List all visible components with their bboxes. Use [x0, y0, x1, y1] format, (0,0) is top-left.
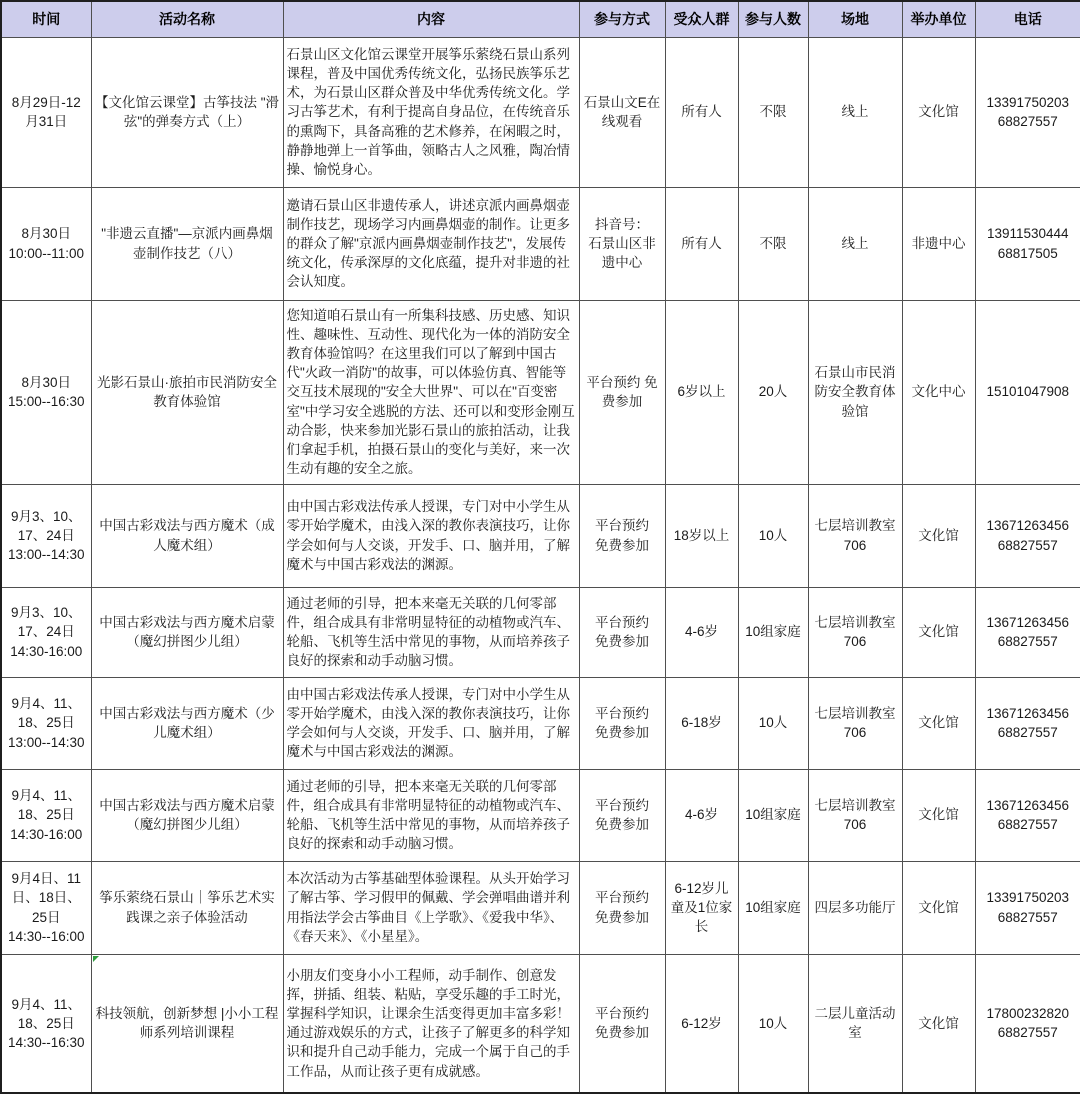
- column-header-content: 内容: [283, 1, 579, 37]
- cell-organizer: 文化馆: [902, 954, 975, 1093]
- cell-participants: 10组家庭: [738, 769, 808, 861]
- table-row: [1, 187, 1080, 300]
- column-header-venue: 场地: [808, 1, 902, 37]
- cell-organizer: 文化馆: [902, 861, 975, 954]
- cell-audience: 6岁以上: [665, 300, 738, 484]
- column-header-organizer: 举办单位: [902, 1, 975, 37]
- cell-participants: 10人: [738, 954, 808, 1093]
- cell-audience: 4-6岁: [665, 769, 738, 861]
- table-row: [1, 484, 1080, 587]
- cell-name: "非遗云直播"—京派内画鼻烟壶制作技艺（八）: [91, 187, 283, 300]
- cell-venue: 四层多功能厅: [808, 861, 902, 954]
- table-row: [1, 587, 1080, 677]
- table-row: [1, 300, 1080, 484]
- column-header-phone: 电话: [975, 1, 1080, 37]
- cell-name: 筝乐萦绕石景山｜筝乐艺术实践课之亲子体验活动: [91, 861, 283, 954]
- cell-participants: 20人: [738, 300, 808, 484]
- cell-content: 通过老师的引导，把本来毫无关联的几何零部件，组合成具有非常明显特征的动植物或汽车、轮船、飞机等生活中常见的事物，从而培养孩子良好的探索和动手动脑习惯。: [283, 769, 579, 861]
- cell-participants: 10人: [738, 677, 808, 769]
- cell-name: 中国古彩戏法与西方魔术启蒙（魔幻拼图少儿组）: [91, 587, 283, 677]
- cell-venue: 石景山市民消防安全教育体验馆: [808, 300, 902, 484]
- cell-content: 您知道咱石景山有一所集科技感、历史感、知识性、趣味性、互动性、现代化为一体的消防安全教育体验馆吗？在这里我们可以了解到中国古代"火政一消防"的故事，可以体验仿真、智能等交互技术展现的"安全大世界"、可以在"百变密室"中学习安全逃脱的方法、还可以和变形金刚互动合影，快来参加光影石景山的旅拍活动，让我们拿起手机，拍摄石景山的变化与美好，来一次生动有趣的安全之旅。: [283, 300, 579, 484]
- cell-phone: 13911530444 68817505: [975, 187, 1080, 300]
- cell-content: 通过老师的引导，把本来毫无关联的几何零部件，组合成具有非常明显特征的动植物或汽车、轮船、飞机等生活中常见的事物，从而培养孩子良好的探索和动手动脑习惯。: [283, 587, 579, 677]
- cell-audience: 4-6岁: [665, 587, 738, 677]
- cell-organizer: 文化馆: [902, 677, 975, 769]
- cell-content: 小朋友们变身小小工程师，动手制作、创意发挥，拼插、组装、粘贴，享受乐趣的手工时光，掌握科学知识，让课余生活变得更加丰富多彩！通过游戏娱乐的方式，让孩子了解更多的科学知识和提升自己动手能力，完成一个属于自己的手工作品，从而让孩子更有成就感。: [283, 954, 579, 1093]
- cell-time: 9月3、10、17、24日 13:00--14:30: [1, 484, 91, 587]
- cell-organizer: 非遗中心: [902, 187, 975, 300]
- cell-phone: 17800232820 68827557: [975, 954, 1080, 1093]
- cell-phone: 13671263456 68827557: [975, 484, 1080, 587]
- cell-venue: 二层儿童活动室: [808, 954, 902, 1093]
- column-header-audience: 受众人群: [665, 1, 738, 37]
- cell-name: 中国古彩戏法与西方魔术启蒙（魔幻拼图少儿组）: [91, 769, 283, 861]
- cell-method: 石景山文E在线观看: [579, 37, 665, 187]
- table-row: [1, 37, 1080, 187]
- cell-audience: 6-18岁: [665, 677, 738, 769]
- cell-time: 8月30日 10:00--11:00: [1, 187, 91, 300]
- cell-venue: 七层培训教室706: [808, 677, 902, 769]
- cell-venue: 线上: [808, 37, 902, 187]
- column-header-name: 活动名称: [91, 1, 283, 37]
- cell-participants: 不限: [738, 187, 808, 300]
- cell-content: 邀请石景山区非遗传承人，讲述京派内画鼻烟壶制作技艺，现场学习内画鼻烟壶的制作。让更多的群众了解"京派内画鼻烟壶制作技艺"，发展传统文化，传承深厚的文化底蕴，提升对非遗的社会认知度。: [283, 187, 579, 300]
- cell-time: 8月29日-12月31日: [1, 37, 91, 187]
- cell-organizer: 文化馆: [902, 769, 975, 861]
- cell-method: 平台预约 免费参加: [579, 677, 665, 769]
- cell-name: 中国古彩戏法与西方魔术（少儿魔术组）: [91, 677, 283, 769]
- cell-method: 平台预约 免费参加: [579, 954, 665, 1093]
- cell-content: 石景山区文化馆云课堂开展筝乐萦绕石景山系列课程，普及中国优秀传统文化，弘扬民族筝乐艺术，为石景山区群众普及中华优秀传统文化。学习古筝艺术，有利于提高自身品位，在传统音乐的熏陶下，具备高雅的艺术修养，在闲暇之时，静静地弹上一首筝曲，领略古人之风雅，陶冶情操、愉悦身心。: [283, 37, 579, 187]
- cell-venue: 线上: [808, 187, 902, 300]
- cell-time: 9月4、11、18、25日 14:30-16:00: [1, 769, 91, 861]
- comment-marker-icon: [93, 956, 99, 962]
- table-row: [1, 861, 1080, 954]
- cell-participants: 不限: [738, 37, 808, 187]
- table-row: [1, 677, 1080, 769]
- cell-method: 平台预约 免费参加: [579, 587, 665, 677]
- cell-audience: 所有人: [665, 187, 738, 300]
- cell-name: 【文化馆云课堂】古筝技法 "滑弦"的弹奏方式（上）: [91, 37, 283, 187]
- cell-name: 中国古彩戏法与西方魔术（成人魔术组）: [91, 484, 283, 587]
- cell-phone: 13671263456 68827557: [975, 677, 1080, 769]
- cell-phone: 15101047908: [975, 300, 1080, 484]
- cell-content: 本次活动为古筝基础型体验课程。从头开始学习了解古筝、学习假甲的佩戴、学会弹唱曲谱并利用指法学会古筝曲目《上学歌》、《爱我中华》、《春天来》、《小星星》。: [283, 861, 579, 954]
- cell-phone: 13671263456 68827557: [975, 587, 1080, 677]
- cell-venue: 七层培训教室706: [808, 769, 902, 861]
- cell-content: 由中国古彩戏法传承人授课，专门对中小学生从零开始学魔术，由浅入深的教你表演技巧，让你学会如何与人交谈，开发手、口、脑并用，了解魔术与中国古彩戏法的渊源。: [283, 677, 579, 769]
- cell-method: 平台预约 免费参加: [579, 769, 665, 861]
- cell-time: 9月4、11、18、25日 13:00--14:30: [1, 677, 91, 769]
- cell-venue: 七层培训教室706: [808, 484, 902, 587]
- cell-venue: 七层培训教室706: [808, 587, 902, 677]
- cell-name: 光影石景山·旅拍市民消防安全教育体验馆: [91, 300, 283, 484]
- cell-time: 9月4、11、18、25日 14:30--16:30: [1, 954, 91, 1093]
- cell-name-text: 科技领航，创新梦想 |小小工程师系列培训课程: [95, 1006, 279, 1041]
- cell-audience: 18岁以上: [665, 484, 738, 587]
- cell-organizer: 文化馆: [902, 587, 975, 677]
- cell-participants: 10组家庭: [738, 861, 808, 954]
- column-header-participants: 参与人数: [738, 1, 808, 37]
- column-header-method: 参与方式: [579, 1, 665, 37]
- cell-phone: 13391750203 68827557: [975, 37, 1080, 187]
- cell-method: 平台预约 免费参加: [579, 484, 665, 587]
- cell-content: 由中国古彩戏法传承人授课，专门对中小学生从零开始学魔术，由浅入深的教你表演技巧，让你学会如何与人交谈，开发手、口、脑并用，了解魔术与中国古彩戏法的渊源。: [283, 484, 579, 587]
- header-row: [1, 1, 1080, 37]
- cell-phone: 13671263456 68827557: [975, 769, 1080, 861]
- cell-audience: 6-12岁: [665, 954, 738, 1093]
- cell-organizer: 文化馆: [902, 484, 975, 587]
- cell-participants: 10人: [738, 484, 808, 587]
- cell-method: 平台预约 免费参加: [579, 300, 665, 484]
- column-header-time: 时间: [1, 1, 91, 37]
- cell-participants: 10组家庭: [738, 587, 808, 677]
- cell-time: 9月4日、11日、18日、25日 14:30--16:00: [1, 861, 91, 954]
- cell-organizer: 文化中心: [902, 300, 975, 484]
- table-row: [1, 954, 1080, 1093]
- cell-phone: 13391750203 68827557: [975, 861, 1080, 954]
- cell-audience: 所有人: [665, 37, 738, 187]
- cell-method: 抖音号： 石景山区非遗中心: [579, 187, 665, 300]
- table-body: [1, 37, 1080, 1093]
- cell-name: [91, 954, 283, 1093]
- table-row: [1, 769, 1080, 861]
- cell-method: 平台预约 免费参加: [579, 861, 665, 954]
- cell-time: 9月3、10、17、24日 14:30-16:00: [1, 587, 91, 677]
- cell-audience: 6-12岁儿童及1位家长: [665, 861, 738, 954]
- cell-organizer: 文化馆: [902, 37, 975, 187]
- cell-time: 8月30日 15:00--16:30: [1, 300, 91, 484]
